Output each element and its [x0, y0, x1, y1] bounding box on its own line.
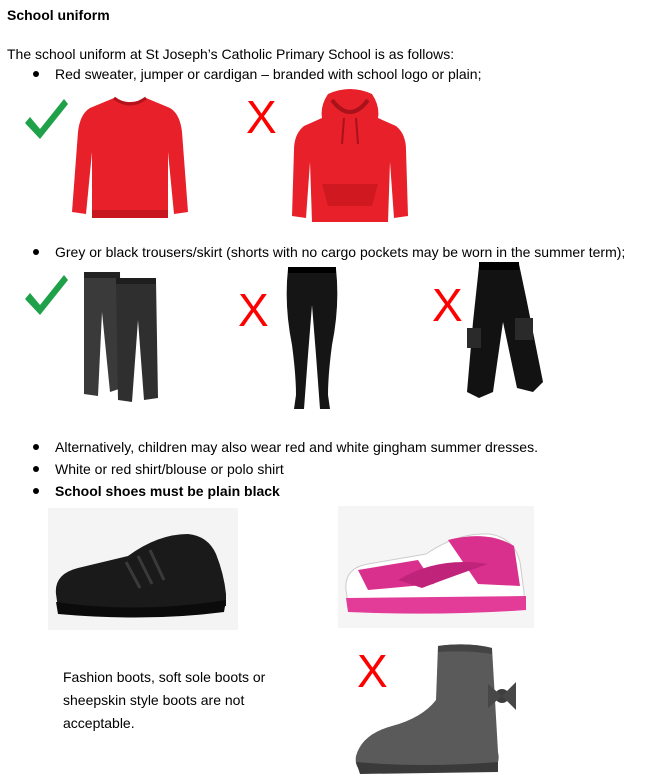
page-title: School uniform — [7, 7, 110, 23]
green-tick-icon — [22, 96, 70, 142]
boots-note-line: Fashion boots, soft sole boots or — [63, 669, 266, 685]
boots-note-line: acceptable. — [63, 715, 135, 731]
green-tick-icon — [22, 272, 70, 318]
red-cross-icon: X — [432, 279, 463, 331]
red-sweater-icon — [70, 92, 190, 224]
bullet-dresses: Alternatively, children may also wear red and white gingham summer dresses. — [55, 439, 538, 455]
bullet-shoes: School shoes must be plain black — [55, 483, 280, 499]
grey-trousers-icon — [80, 268, 162, 404]
black-trainer-icon — [48, 508, 238, 630]
boots-note-line: sheepskin style boots are not — [63, 692, 245, 708]
bullet-dot — [33, 444, 39, 450]
pink-trainer-icon — [338, 506, 534, 628]
bullet-dot — [33, 71, 39, 77]
red-cross-icon: X — [246, 91, 277, 143]
sheepskin-boot-icon — [352, 640, 522, 778]
bullet-dot — [33, 249, 39, 255]
black-leggings-icon — [282, 265, 342, 413]
bullet-dot — [33, 488, 39, 494]
bullet-trousers: Grey or black trousers/skirt (shorts with no cargo pockets may be worn in the summer term); — [55, 244, 626, 260]
bullet-dot — [33, 466, 39, 472]
red-cross-icon: X — [357, 645, 388, 697]
bullet-shirts: White or red shirt/blouse or polo shirt — [55, 461, 284, 477]
boots-note — [63, 666, 265, 735]
bullet-sweater: Red sweater, jumper or cardigan – branded with school logo or plain; — [55, 66, 482, 82]
intro-text: The school uniform at St Joseph’s Catholic Primary School is as follows: — [7, 46, 455, 62]
cargo-trousers-icon — [457, 262, 547, 404]
red-hoodie-icon — [288, 88, 412, 226]
red-cross-icon: X — [238, 284, 269, 336]
